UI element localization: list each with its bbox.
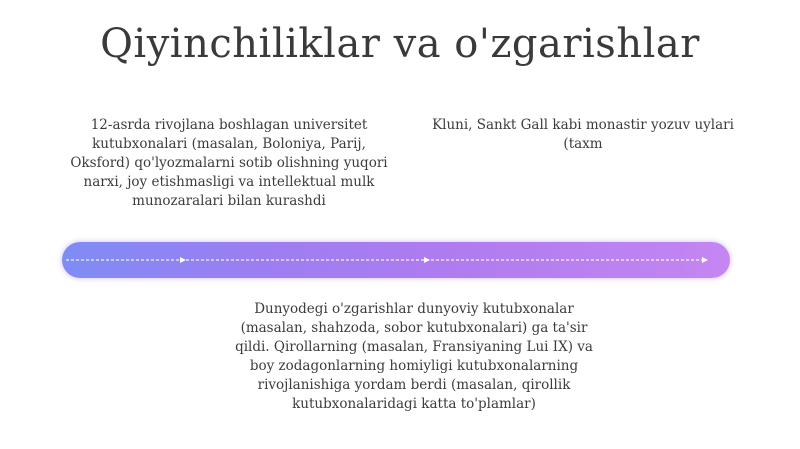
timeline-item-text-1: 12-asrda rivojlana boshlagan universitet kutubxonalari (masalan, Boloniya, Parij, Oksford) qo'lyozmalarni sotib olishning yuqori narxi, joy etishmasligi va intellektual mulk munozaralari bilan kurashdi: [70, 117, 388, 209]
timeline-arrow-1-icon: [180, 257, 186, 263]
timeline-arrow-3-icon: [702, 257, 708, 263]
timeline-bar: [62, 242, 730, 278]
timeline-arrow-2-icon: [424, 257, 430, 263]
slide-title: Qiyinchiliklar va o'zgarishlar: [100, 21, 700, 67]
timeline-item-text-3: Dunyodegi o'zgarishlar dunyoviy kutubxonalar (masalan, shahzoda, sobor kutubxonalari) ga ta'sir qildi. Qirollarning (masalan, Fransiyaning Lui IX) va boy zodagonlarning homiyligi kutubxonalarning rivojlanishiga yordam berdi (masalan, qirollik kutubxonalaridagi katta to'plamlar): [235, 301, 593, 412]
timeline-track: [62, 242, 730, 278]
timeline-item-text-2: Kluni, Sankt Gall kabi monastir yozuv uylari (taxm: [432, 117, 734, 152]
